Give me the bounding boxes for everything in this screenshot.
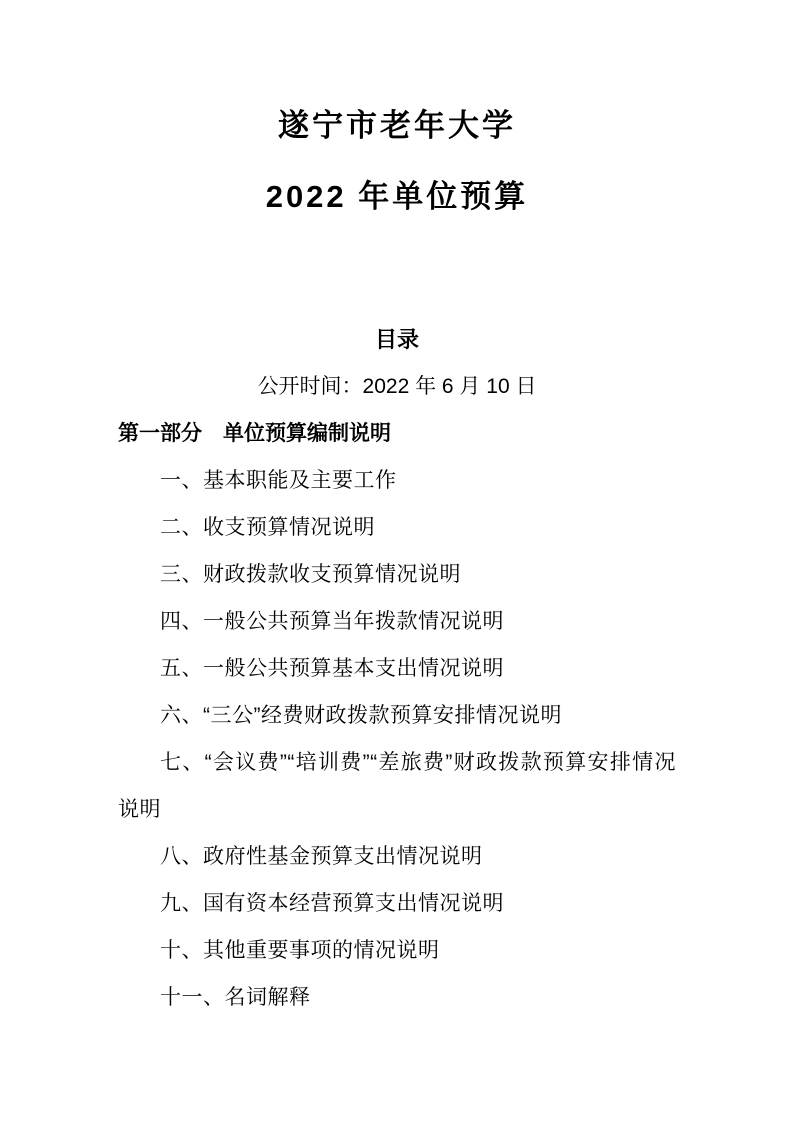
- publish-time: 公开时间：2022 年 6 月 10 日: [257, 375, 537, 398]
- document-title-line1: 遂宁市老年大学: [278, 108, 516, 143]
- toc-heading: 目录: [374, 327, 419, 352]
- part1-heading: 第一部分 单位预算编制说明: [118, 422, 391, 445]
- title-spacer: [118, 232, 676, 316]
- toc-item-11: 十一、名词解释: [160, 986, 311, 1009]
- toc-item-10: 十、其他重要事项的情况说明: [160, 939, 440, 962]
- toc-item-6: 六、“三公”经费财政拨款预算安排情况说明: [160, 704, 562, 727]
- toc-item-9: 九、国有资本经营预算支出情况说明: [160, 892, 504, 915]
- toc-item-5: 五、一般公共预算基本支出情况说明: [160, 657, 504, 680]
- toc-list: [118, 457, 676, 1021]
- toc-item-3: 三、财政拨款收支预算情况说明: [160, 563, 461, 586]
- toc-item-4: 四、一般公共预算当年拨款情况说明: [160, 610, 504, 633]
- toc-item-7: 七、“会议费”“培训费”“差旅费”财政拨款预算安排情况说明: [118, 751, 676, 821]
- toc-item-2: 二、收支预算情况说明: [160, 516, 375, 539]
- toc-item-8: 八、政府性基金预算支出情况说明: [160, 845, 483, 868]
- document-title-line2: 2022 年单位预算: [265, 179, 529, 214]
- toc-item-1: 一、基本职能及主要工作: [160, 469, 397, 492]
